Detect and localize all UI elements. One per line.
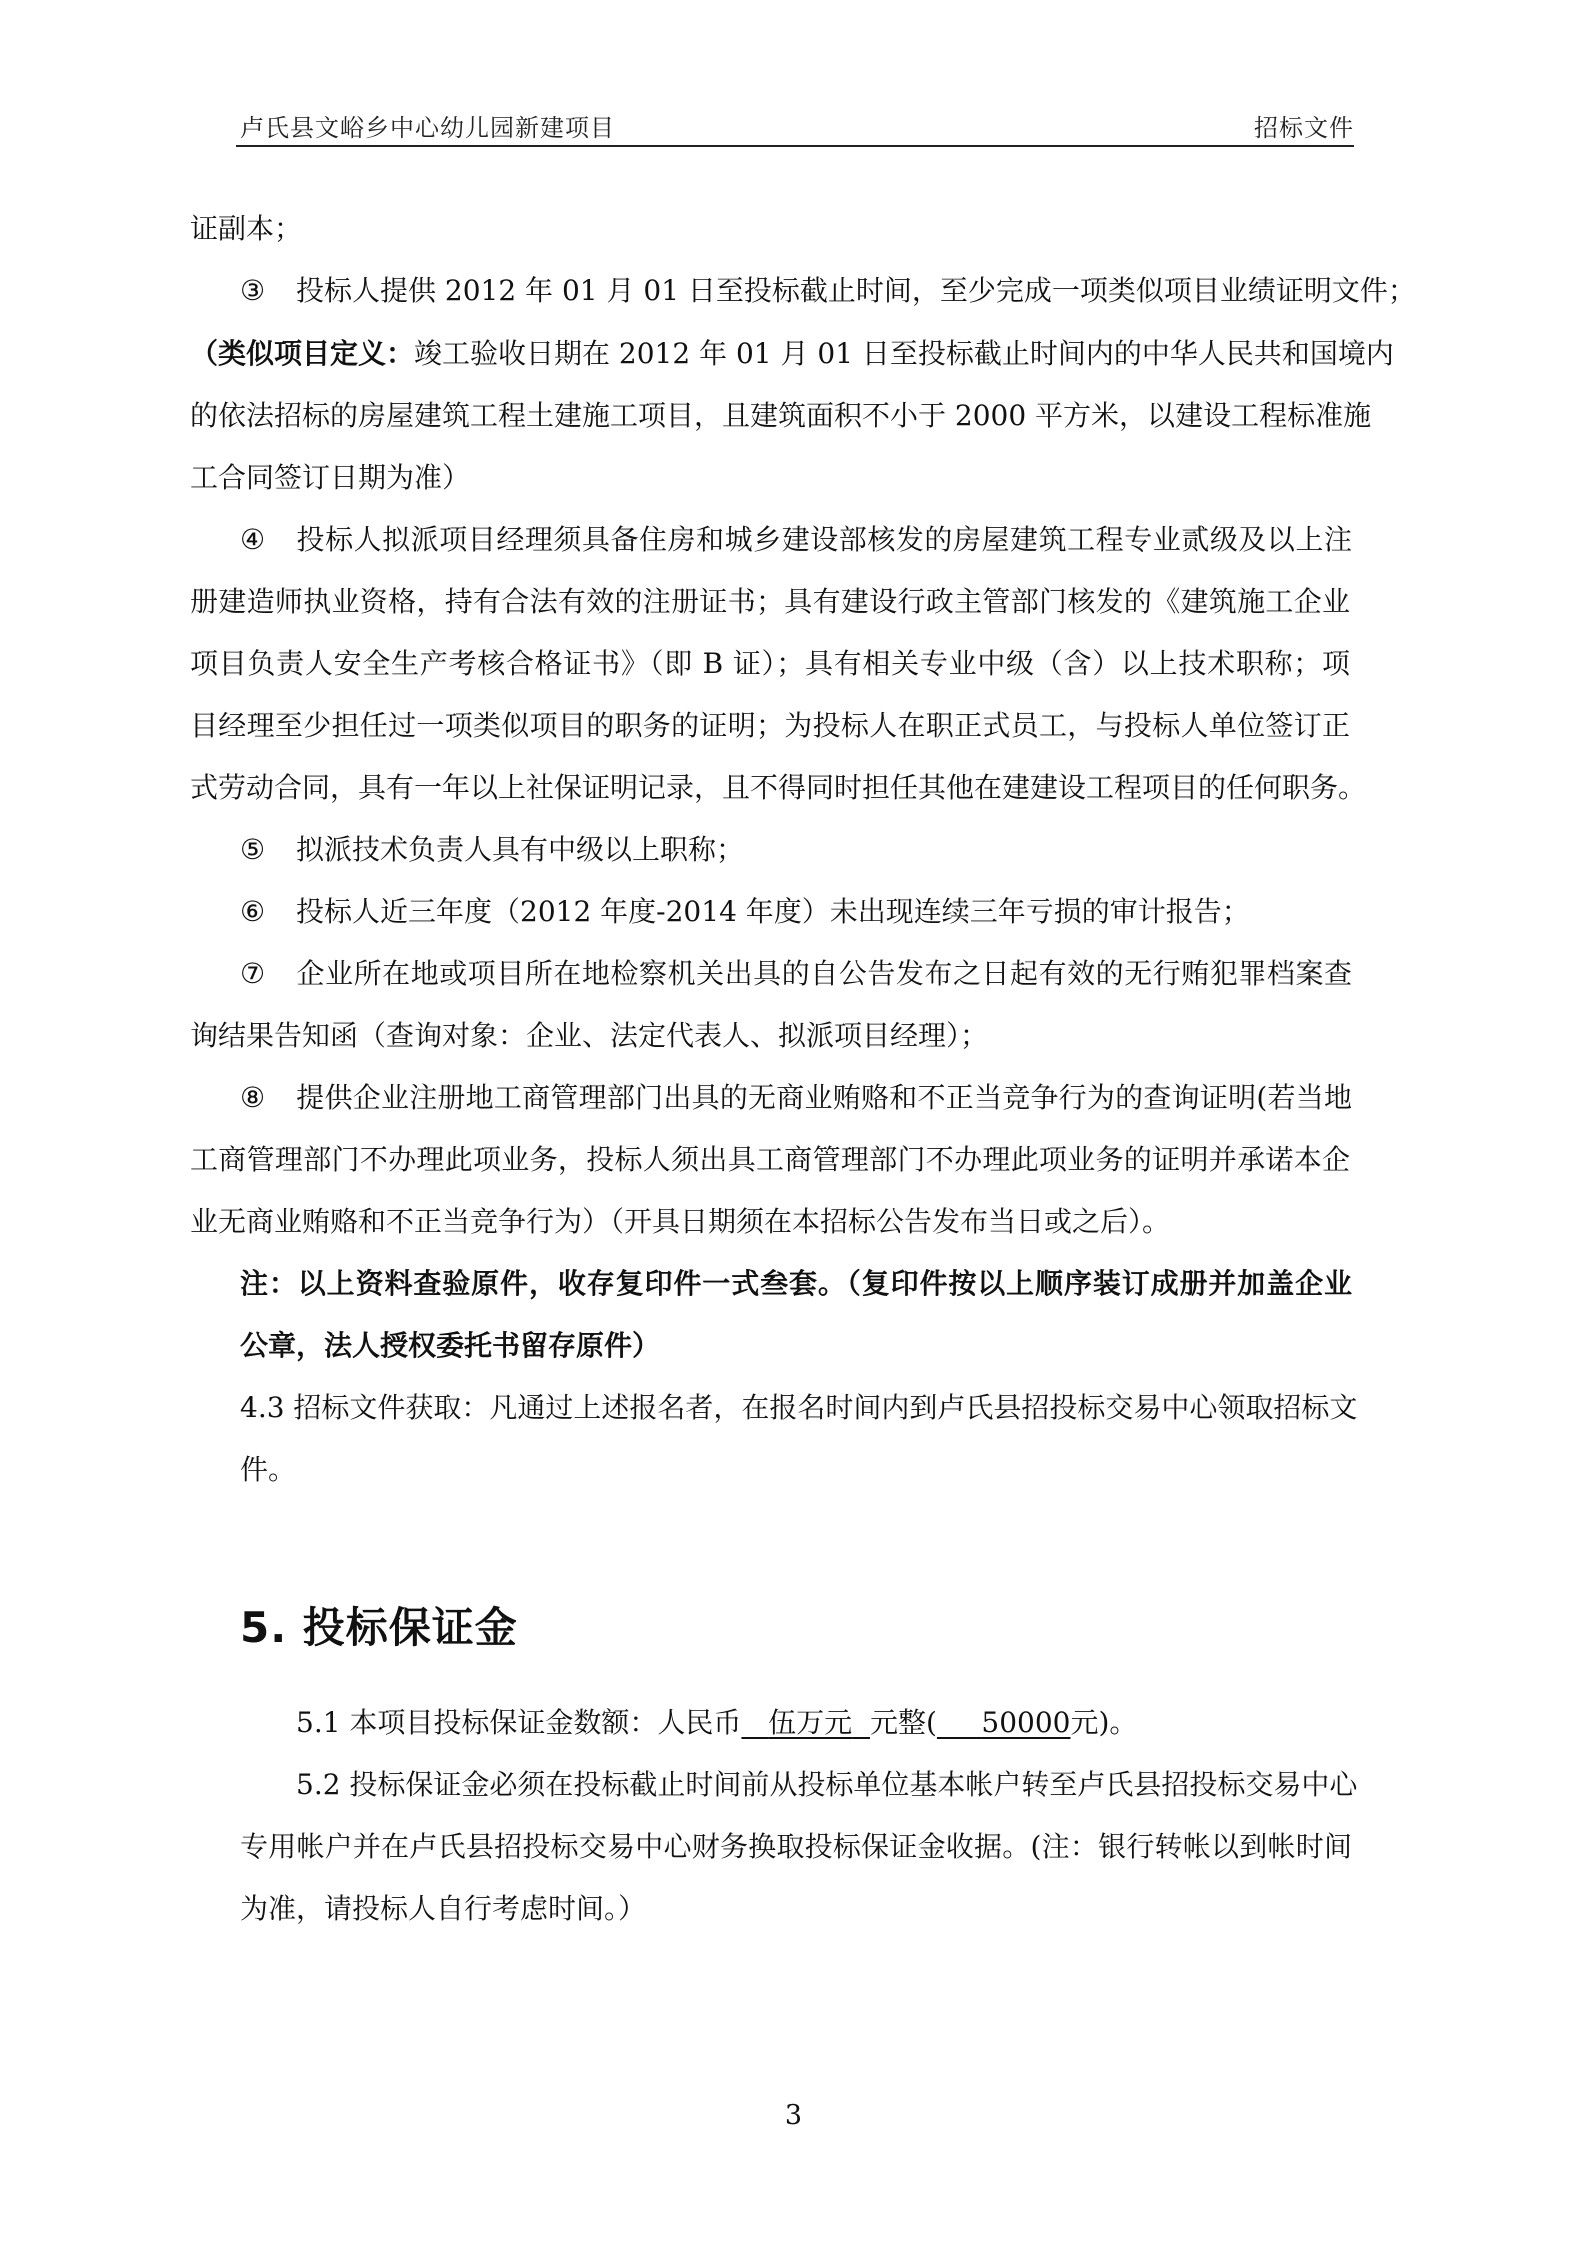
item-3-line-1 (240, 274, 1416, 308)
item-4-marker: ④ (240, 523, 266, 556)
section-5-1-line (296, 1706, 1352, 1740)
item-8-marker: ⑧ (240, 1081, 266, 1114)
item-4-text: 投标人拟派项目经理须具备住房和城乡建设部核发的房屋建筑工程专业贰级及以上注 (296, 523, 1352, 556)
item-7-marker: ⑦ (240, 957, 266, 990)
deposit-amount-words: 伍万元 (768, 1706, 853, 1739)
item-8-line-3: 业无商业贿赂和不正当竞争行为）（开具日期须在本招标公告发布当日或之后）。 (190, 1205, 1171, 1238)
item-8-text: 提供企业注册地工商管理部门出具的无商业贿赂和不正当竞争行为的查询证明(若当地 (296, 1081, 1352, 1114)
section-5-2-line-1: 5.2 投标保证金必须在投标截止时间前从投标单位基本帐户转至卢氏县招投标交易中心 (296, 1768, 1358, 1801)
item-5-text: 拟派技术负责人具有中级以上职称； (296, 833, 745, 866)
item-3-line-4: 工合同签订日期为准） (190, 461, 471, 494)
item-7-line-1 (240, 957, 1352, 991)
page-number: 3 (784, 2100, 803, 2131)
item-6-text: 投标人近三年度（2012 年度-2014 年度）未出现连续三年亏损的审计报告； (296, 895, 1250, 928)
paragraph-continuation: 证副本； (190, 212, 303, 245)
item-6-line-1 (240, 895, 1352, 929)
deposit-amount-number: 50000 (981, 1706, 1071, 1739)
item-6-marker: ⑥ (240, 895, 266, 928)
header-project-title: 卢氏县文峪乡中心幼儿园新建项目 (240, 114, 615, 142)
section-4-3-line-2: 件。 (240, 1453, 297, 1486)
section-5-heading: 5. 投标保证金 (240, 1603, 518, 1652)
item-4-line-3: 项目负责人安全生产考核合格证书》（即 B 证）；具有相关专业中级（含）以上技术职称；项 (190, 647, 1350, 680)
item-5-marker: ⑤ (240, 833, 266, 866)
note-line-2: 公章，法人授权委托书留存原件） (240, 1329, 661, 1362)
deposit-amount-label: 5.1 本项目投标保证金数额：人民币 (296, 1706, 742, 1739)
item-7-line-2: 询结果告知函（查询对象：企业、法定代表人、拟派项目经理）； (190, 1019, 989, 1052)
item-8-line-2: 工商管理部门不办理此项业务，投标人须出具工商管理部门不办理此项业务的证明并承诺本企 (190, 1143, 1350, 1176)
item-7-text: 企业所在地或项目所在地检察机关出具的自公告发布之日起有效的无行贿犯罪档案查 (296, 957, 1352, 990)
deposit-amount-mid: 元整( (869, 1706, 937, 1739)
item-4-line-2: 册建造师执业资格，持有合法有效的注册证书；具有建设行政主管部门核发的《建筑施工企业 (190, 585, 1350, 618)
section-5-2-line-2: 专用帐户并在卢氏县招投标交易中心财务换取投标保证金收据。(注：银行转帐以到帐时间 (240, 1830, 1352, 1863)
item-4-line-1 (240, 523, 1352, 557)
item-8-line-1 (240, 1081, 1352, 1115)
item-3-line-2 (190, 337, 1394, 371)
item-3-text: 投标人提供 2012 年 01 月 01 日至投标截止时间，至少完成一项类似项目业绩证明文件； (296, 274, 1416, 307)
similar-project-definition-text: 竣工验收日期在 2012 年 01 月 01 日至投标截止时间内的中华人民共和国境内 (414, 337, 1394, 370)
header-divider (236, 145, 1354, 147)
section-4-3-line-1: 4.3 招标文件获取：凡通过上述报名者，在报名时间内到卢氏县招投标交易中心领取招标文 (240, 1391, 1358, 1424)
item-3-line-3: 的依法招标的房屋建筑工程土建施工项目，且建筑面积不小于 2000 平方米，以建设工程标准施 (190, 399, 1372, 432)
item-4-line-5: 式劳动合同，具有一年以上社保证明记录，且不得同时担任其他在建建设工程项目的任何职务。 (190, 771, 1367, 804)
item-3-marker: ③ (240, 274, 266, 307)
item-4-line-4: 目经理至少担任过一项类似项目的职务的证明；为投标人在职正式员工，与投标人单位签订正 (190, 709, 1350, 742)
deposit-amount-suffix: 元)。 (1070, 1706, 1138, 1739)
note-line-1: 注：以上资料查验原件，收存复印件一式叁套。（复印件按以上顺序装订成册并加盖企业 (240, 1267, 1352, 1300)
item-5-line-1 (240, 833, 1352, 867)
section-5-2-line-3: 为准，请投标人自行考虑时间。） (240, 1892, 647, 1925)
similar-project-definition-label: （类似项目定义： (190, 337, 415, 370)
header-doc-type: 招标文件 (1254, 114, 1354, 142)
